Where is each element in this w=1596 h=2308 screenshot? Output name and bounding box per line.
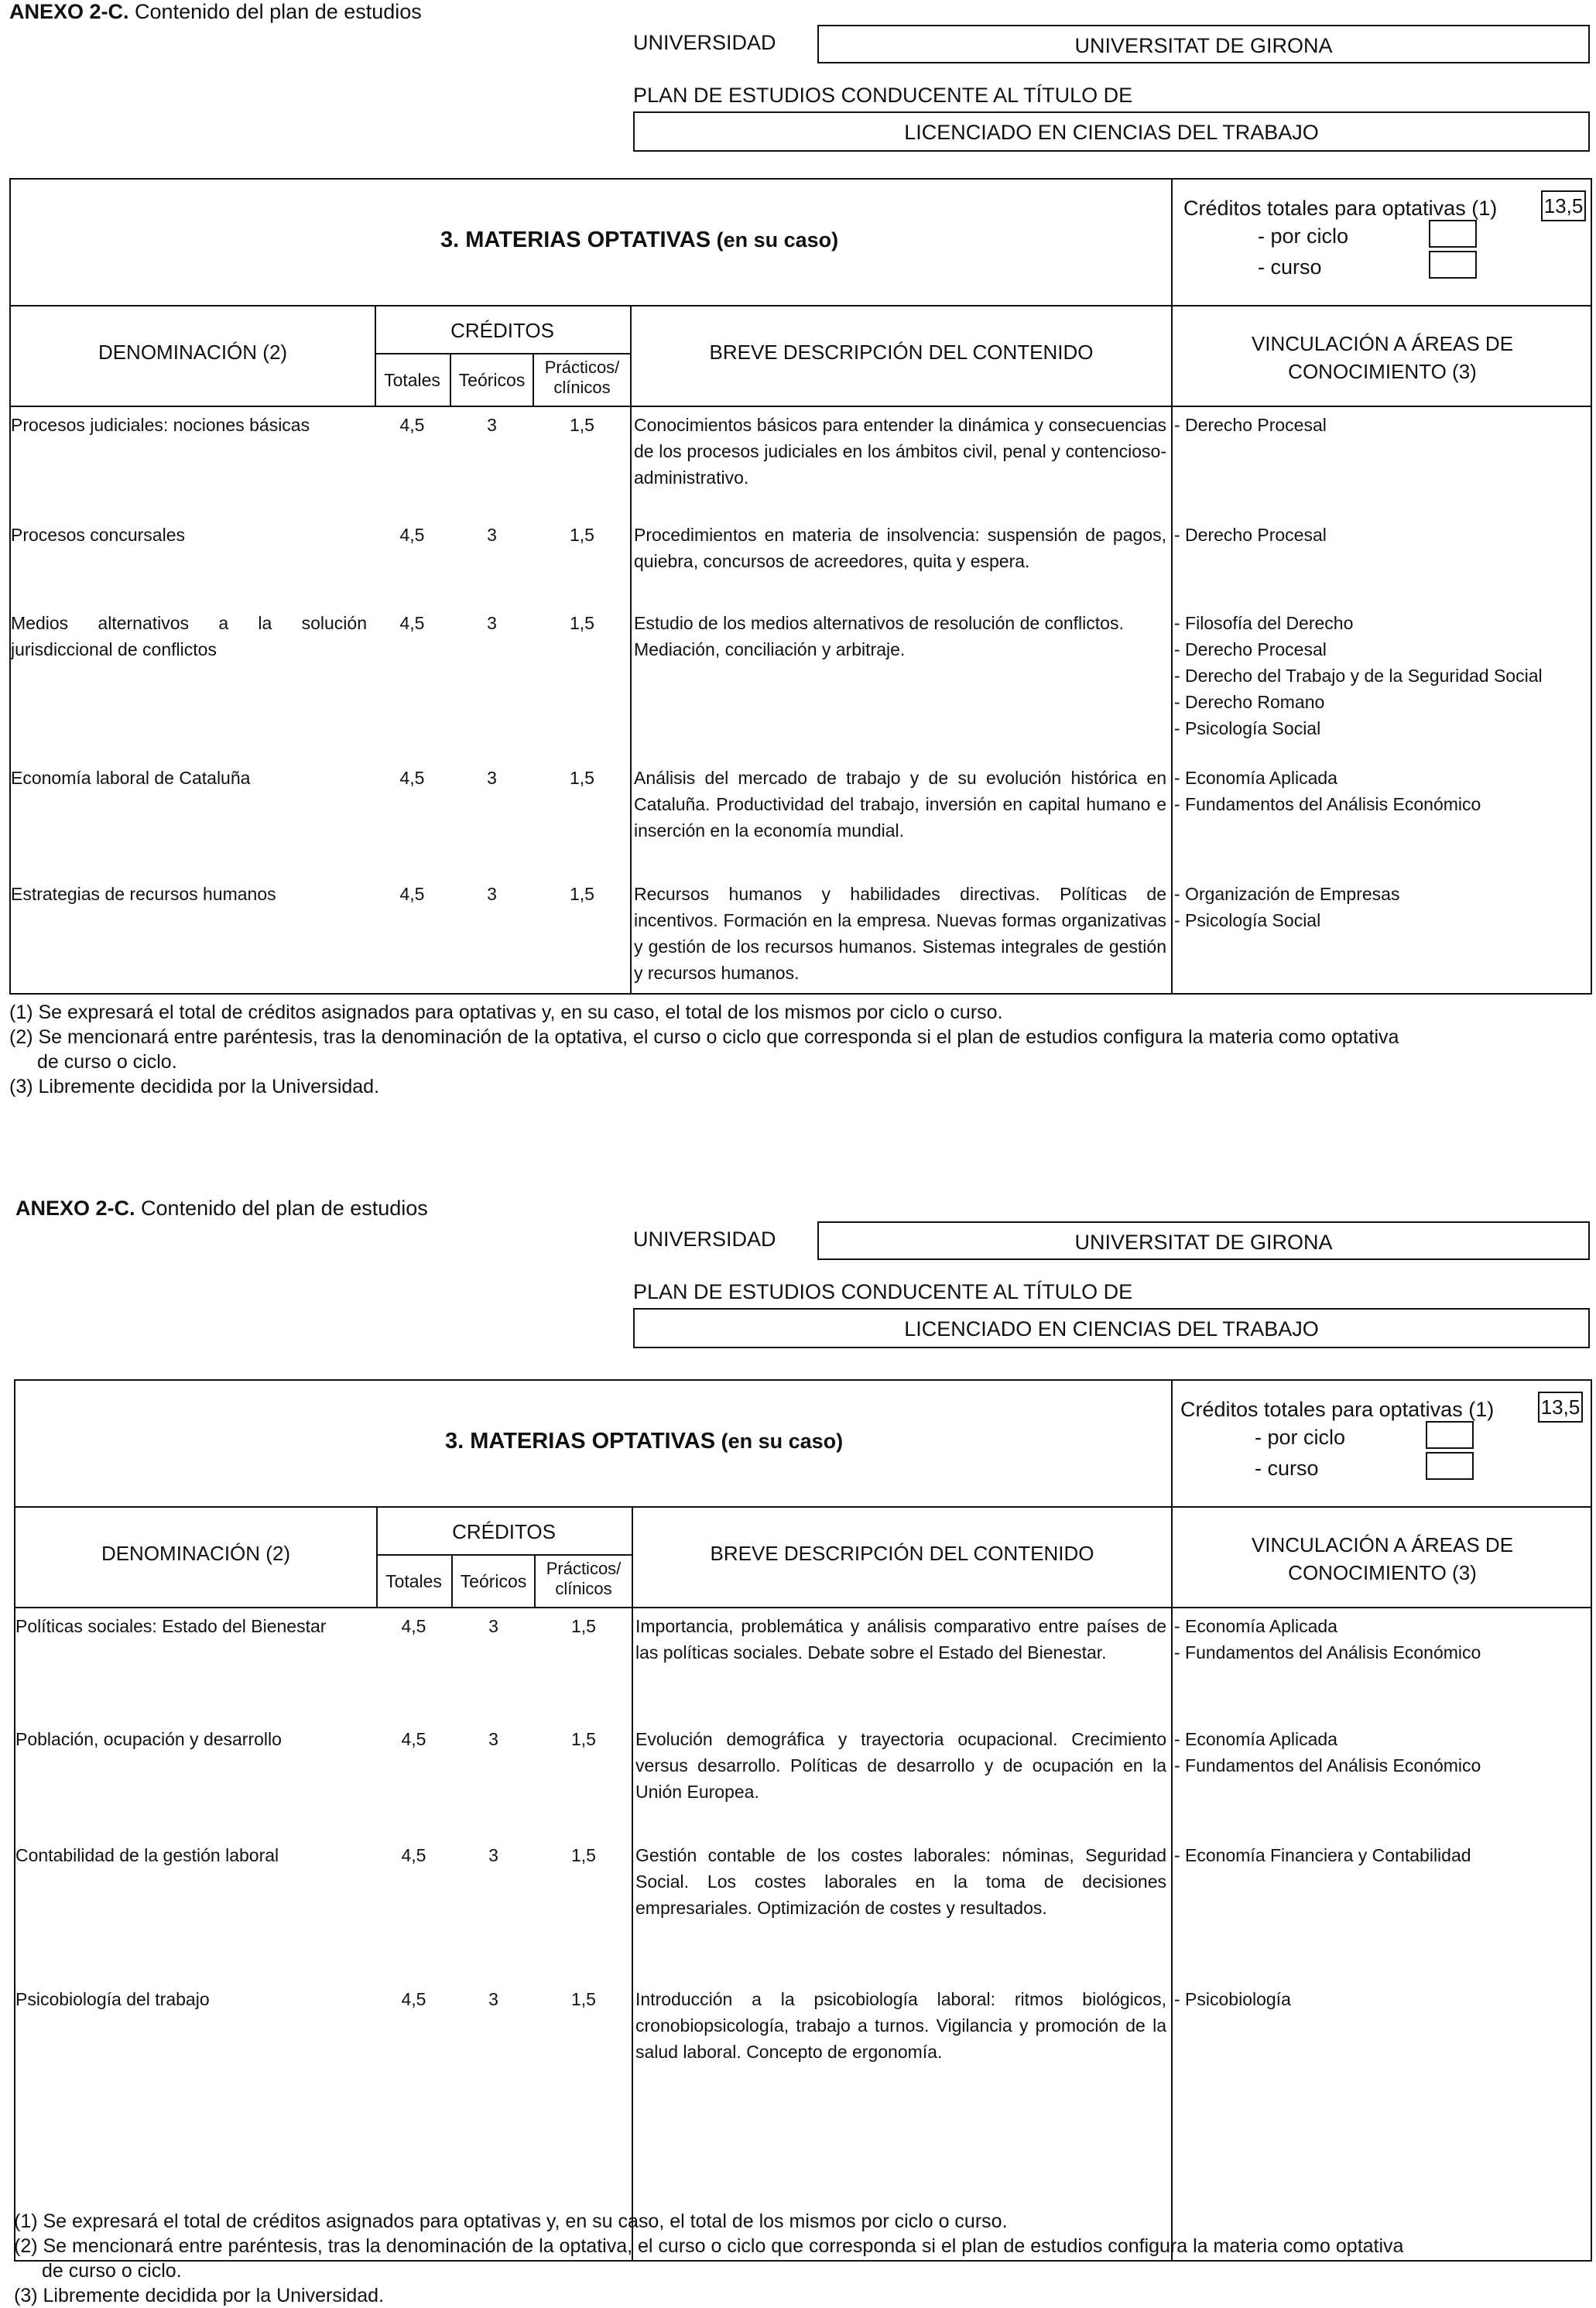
header-creditos: CRÉDITOS bbox=[452, 1520, 556, 1543]
footnotes: (1) Se expresará el total de créditos asignados para optativas y, en su caso, el total de los mismos por ciclo o curso. (2) Se mencionará entre paréntesis, tras la denominación de la optativa, el curso o ciclo que corresponda si el plan de estudios configura la materia como optativa de curso o ciclo. (3) Libremente decidida por la Universidad. bbox=[9, 1002, 1399, 1097]
curso-box bbox=[1429, 251, 1477, 279]
curso-label: - curso bbox=[1255, 1457, 1319, 1480]
plan-label: PLAN DE ESTUDIOS CONDUCENTE AL TÍTULO DE bbox=[633, 1280, 1133, 1303]
credits-total-label: Créditos totales para optativas (1) bbox=[1183, 197, 1498, 220]
header-vinculacion: VINCULACIÓN A ÁREAS DE CONOCIMIENTO (3) bbox=[1251, 1533, 1514, 1584]
column-headers bbox=[15, 1508, 1591, 1608]
optional-subjects-table: 3. MATERIAS OPTATIVAS (en su caso) Créditos totales para optativas (1) 13,5 - por ciclo - curso DENOMINACIÓN (2) CRÉDITOS Totales Teóricos Prácticos/ clínicos BREVE DESCRIPCIÓN DEL CONTENIDO VINCULACIÓN A ÁREAS DE CONOCIMIENTO (3) Políticas sociales: Estado del Bienestar 4,5 3 1,5 Importancia, problemática y análisis comparativo entre países de las políticas sociales. Debate sobre el Estado del Bienestar. - Economía Aplicada - Fundamentos del Análisis Económico Población, ocupación y desarrollo 4,5 3 1,5 Evolución demográfica y trayectoria ocupacional. Crecimiento versus desarrollo. Políticas de desarrollo y de ocupación en la Unión Europea. - Economía Aplicada - Fundamentos del Análisis Económico Contabilidad de la gestión laboral 4,5 3 1,5 Gestión contable de los costes laborales: nóminas, Seguridad Social. Los costes laborales en la toma de decisiones empresariales. Optimización de costes y resultados. - Economía Financiera y Contabilidad Psicobiología del trabajo 4,5 3 1,5 Introducción a la psicobiología laboral: ritmos biológicos, cronobiopsicología, trabajo a turnos. Vigilancia y promoción de la salud laboral. Concepto de ergonomía. - Psicobiología bbox=[14, 1379, 1592, 2262]
column-headers bbox=[11, 306, 1591, 407]
university-label: UNIVERSIDAD bbox=[633, 1228, 776, 1251]
header-descripcion: BREVE DESCRIPCIÓN DEL CONTENIDO bbox=[709, 341, 1094, 364]
header-teoricos: Teóricos bbox=[460, 1571, 527, 1591]
university-label: UNIVERSIDAD bbox=[633, 31, 776, 54]
annex-heading: ANEXO 2-C. Contenido del plan de estudios bbox=[9, 0, 422, 23]
degree-title-box: LICENCIADO EN CIENCIAS DEL TRABAJO bbox=[633, 1308, 1590, 1348]
header-denominacion: DENOMINACIÓN (2) bbox=[101, 1542, 291, 1565]
section-title: 3. MATERIAS OPTATIVAS (en su caso) bbox=[440, 228, 839, 252]
curso-label: - curso bbox=[1258, 255, 1322, 279]
header-practicos: Prácticos/ clínicos bbox=[546, 1559, 622, 1598]
header-divider bbox=[1171, 180, 1173, 305]
credits-total-value: 13,5 bbox=[1541, 190, 1586, 221]
por-ciclo-box bbox=[1426, 1421, 1474, 1449]
section-title: 3. MATERIAS OPTATIVAS (en su caso) bbox=[445, 1429, 844, 1454]
header-descripcion: BREVE DESCRIPCIÓN DEL CONTENIDO bbox=[710, 1542, 1094, 1565]
university-name-box: UNIVERSITAT DE GIRONA bbox=[817, 1221, 1590, 1260]
header-teoricos: Teóricos bbox=[458, 370, 526, 390]
por-ciclo-box bbox=[1429, 220, 1477, 248]
header-totales: Totales bbox=[384, 370, 440, 390]
header-vinculacion: VINCULACIÓN A ÁREAS DE CONOCIMIENTO (3) bbox=[1251, 332, 1514, 383]
table-header-band bbox=[15, 1381, 1591, 1508]
footnotes: (1) Se expresará el total de créditos asignados para optativas y, en su caso, el total de los mismos por ciclo o curso. (2) Se mencionará entre paréntesis, tras la denominación de la optativa, el curso o ciclo que corresponda si el plan de estudios configura la materia como optativa de curso o ciclo. (3) Libremente decidida por la Universidad. bbox=[14, 2210, 1404, 2306]
curso-box bbox=[1426, 1452, 1474, 1480]
header-denominacion: DENOMINACIÓN (2) bbox=[98, 341, 288, 364]
header-divider bbox=[1171, 1381, 1173, 1506]
por-ciclo-label: - por ciclo bbox=[1255, 1426, 1346, 1449]
header-creditos: CRÉDITOS bbox=[450, 319, 554, 342]
header-totales: Totales bbox=[385, 1571, 442, 1591]
por-ciclo-label: - por ciclo bbox=[1258, 224, 1349, 248]
optional-subjects-table: 3. MATERIAS OPTATIVAS (en su caso) Créditos totales para optativas (1) 13,5 - por ciclo - curso DENOMINACIÓN (2) CRÉDITOS Totales Teóricos Prácticos/ clínicos BREVE DESCRIPCIÓN DEL CONTENIDO VINCULACIÓN A ÁREAS DE CONOCIMIENTO (3) Procesos judiciales: nociones básicas 4,5 3 1,5 Conocimientos básicos para entender la dinámica y consecuencias de los procesos judiciales en los ámbitos civil, penal y contencioso-administrativo. - Derecho Procesal Procesos concursales 4,5 3 1,5 Procedimientos en materia de insolvencia: suspensión de pagos, quiebra, concursos de acreedores, quita y espera. - Derecho Procesal Medios alternativos a la solución jurisdiccional de conflictos 4,5 3 1,5 Estudio de los medios alternativos de resolución de conflictos. Mediación, conciliación y arbitraje. - Filosofía del Derecho - Derecho Procesal - Derecho del Trabajo y de la Seguridad Social - Derecho Romano - Psicología Social Economía laboral de Cataluña 4,5 3 1,5 Análisis del mercado de trabajo y de su evolución histórica en Cataluña. Productividad del trabajo, inversión en capital humano e inserción en la economía mundial. - Economía Aplicada - Fundamentos del Análisis Económico Estrategias de recursos humanos 4,5 3 1,5 Recursos humanos y habilidades directivas. Políticas de incentivos. Formación en la empresa. Nuevas formas organizativas y gestión de los recursos humanos. Sistemas integrales de gestión y recursos humanos. - Organización de Empresas - Psicología Social bbox=[9, 178, 1592, 995]
header-practicos: Prácticos/ clínicos bbox=[544, 358, 620, 397]
annex-heading: ANEXO 2-C. Contenido del plan de estudios bbox=[15, 1197, 428, 1220]
credits-total-value: 13,5 bbox=[1538, 1392, 1583, 1423]
credits-total-label: Créditos totales para optativas (1) bbox=[1180, 1398, 1495, 1421]
table-header-band bbox=[11, 180, 1591, 306]
plan-label: PLAN DE ESTUDIOS CONDUCENTE AL TÍTULO DE bbox=[633, 84, 1133, 107]
degree-title-box: LICENCIADO EN CIENCIAS DEL TRABAJO bbox=[633, 111, 1590, 152]
university-name-box: UNIVERSITAT DE GIRONA bbox=[817, 25, 1590, 63]
